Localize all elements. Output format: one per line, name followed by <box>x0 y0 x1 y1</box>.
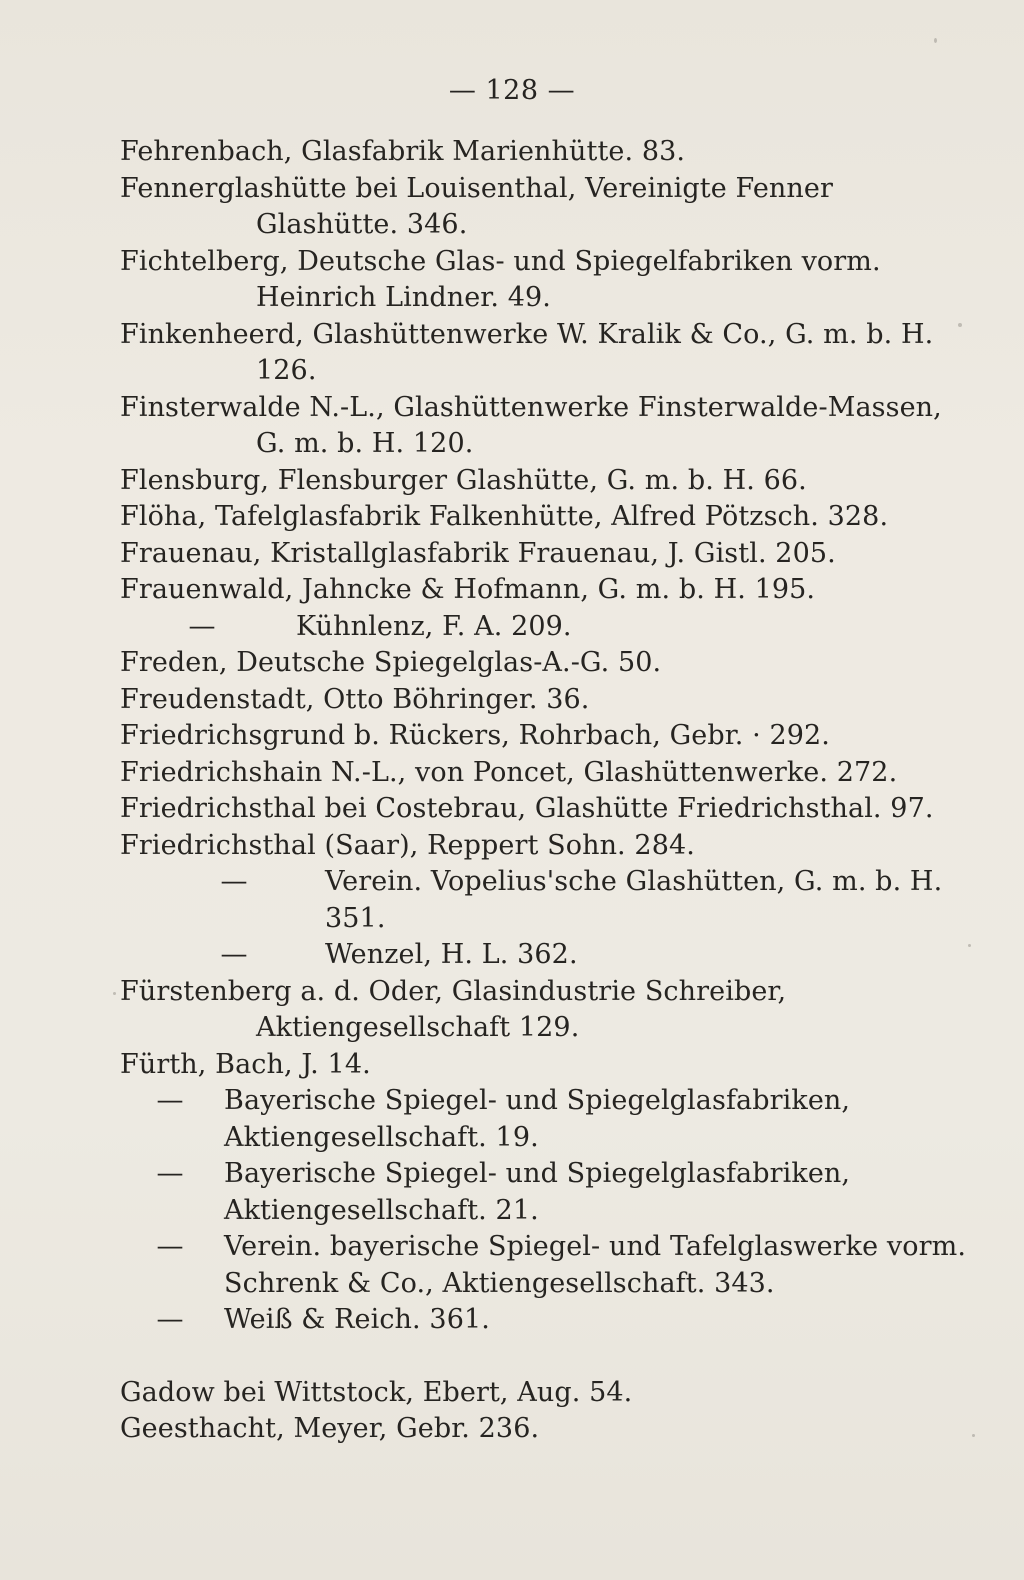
directory-entry-gadow: Gadow bei Wittstock, Ebert, Aug. 54. <box>120 1376 633 1408</box>
directory-entry-finkenheerd: Finkenheerd, Glashüttenwerke W. Kralik & Co., G. m. b. H. 126. <box>120 318 934 386</box>
directory-entry-floeha: Flöha, Tafelglasfabrik Falkenhütte, Alfred Pötzsch. 328. <box>120 501 889 532</box>
subentry-text: Bayerische Spiegel- und Spiegelglasfabriken, Aktiengesellschaft. 21. <box>224 1158 851 1226</box>
directory-entry-fuerstenberg: Fürstenberg a. d. Oder, Glasindustrie Schreiber, Aktiengesellschaft 129. <box>120 975 787 1043</box>
directory-entry-friedrichshain: Friedrichshain N.-L., von Poncet, Glashüttenwerke. 272. <box>120 756 898 788</box>
directory-entry-frauenau: Frauenau, Kristallglasfabrik Frauenau, J. Gistl. 205. <box>120 537 836 569</box>
ditto-dash: — <box>156 1304 184 1335</box>
ditto-dash: — <box>220 866 248 897</box>
directory-subentry-vopelius <box>120 864 970 937</box>
directory-entry-freudenstadt: Freudenstadt, Otto Böhringer. 36. <box>120 683 590 715</box>
subentry-text: Bayerische Spiegel- und Spiegelglasfabriken, Aktiengesellschaft. 19. <box>224 1085 851 1153</box>
directory-subentry-wenzel <box>120 937 970 974</box>
directory-subentry-kuehnlenz <box>120 609 970 646</box>
directory-entry-flensburg: Flensburg, Flensburger Glashütte, G. m. b. H. 66. <box>120 464 807 496</box>
directory-entry-fichtelberg: Fichtelberg, Deutsche Glas- und Spiegelfabriken vorm. Heinrich Lindner. 49. <box>120 245 881 313</box>
paper-speck <box>958 323 962 327</box>
paper-speck <box>113 992 116 995</box>
ditto-dash: — <box>156 1085 184 1116</box>
ditto-dash: — <box>220 939 248 970</box>
subentry-text: Weiß & Reich. 361. <box>224 1304 490 1335</box>
paper-speck <box>972 1434 975 1437</box>
subentry-text: Wenzel, H. L. 362. <box>325 939 578 970</box>
directory-entry-fehrenbach: Fehrenbach, Glasfabrik Marienhütte. 83. <box>120 136 686 167</box>
directory-entry-freden: Freden, Deutsche Spiegelglas-A.-G. 50. <box>120 647 662 678</box>
directory-entry-geesthacht: Geesthacht, Meyer, Gebr. 236. <box>120 1413 540 1444</box>
directory-entry-friedrichsthal-costebrau: Friedrichsthal bei Costebrau, Glashütte Friedrichsthal. 97. <box>120 793 934 824</box>
directory-subentry-verein-bayerische <box>120 1229 970 1302</box>
directory-entry-friedrichsthal-saar: Friedrichsthal (Saar), Reppert Sohn. 284. <box>120 829 695 861</box>
ditto-dash: — <box>156 1231 184 1262</box>
paper-speck <box>934 38 937 43</box>
paper-speck <box>968 944 971 947</box>
ditto-dash: — <box>156 1158 184 1189</box>
directory-subentry-weiss-reich <box>120 1302 970 1339</box>
directory-entry-friedrichsgrund: Friedrichsgrund b. Rückers, Rohrbach, Gebr. · 292. <box>120 720 830 751</box>
directory-entry-frauenwald: Frauenwald, Jahncke & Hofmann, G. m. b. H. 195. <box>120 574 816 605</box>
directory-entry-fennerglashuette: Fennerglashütte bei Louisenthal, Vereinigte Fenner Glashütte. 346. <box>120 172 833 240</box>
subentry-text: Verein. Vopelius'sche Glashütten, G. m. b. H. 351. <box>325 866 943 934</box>
page-number: — 128 — <box>448 75 576 106</box>
directory-subentry-bayerische-21 <box>120 1156 970 1229</box>
directory-list <box>120 134 970 1448</box>
subentry-text: Kühnlenz, F. A. 209. <box>296 610 572 642</box>
subentry-text: Verein. bayerische Spiegel- und Tafelglaswerke vorm. Schrenk & Co., Aktiengesellschaft. 343. <box>224 1231 967 1299</box>
directory-entry-finsterwalde: Finsterwalde N.-L., Glashüttenwerke Finsterwalde-Massen, G. m. b. H. 120. <box>120 391 942 459</box>
directory-subentry-bayerische-19 <box>120 1083 970 1156</box>
directory-entry-fuerth: Fürth, Bach, J. 14. <box>120 1048 371 1080</box>
ditto-dash: — <box>188 610 216 642</box>
